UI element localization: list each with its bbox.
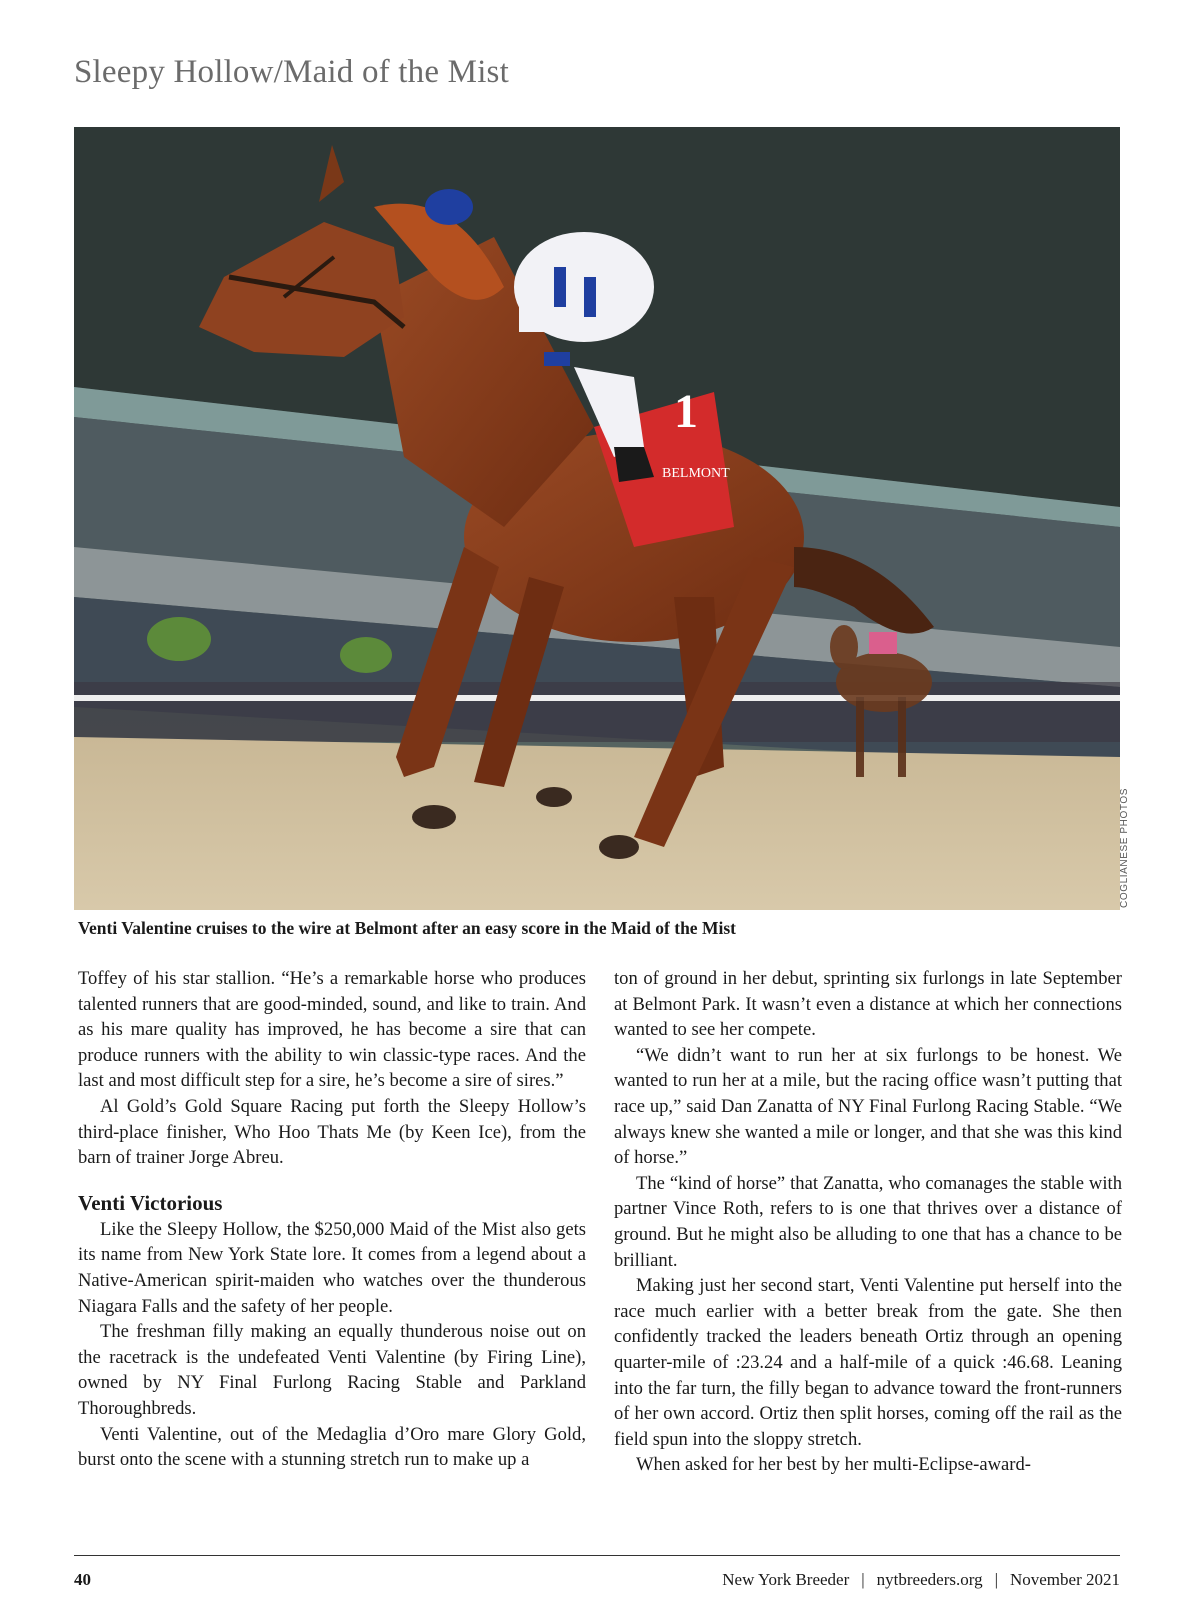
paragraph: ton of ground in her debut, sprinting six furlongs in late September at Belmont Park. It wasn’t even a distance at which her connections wanted to see her compete. xyxy=(614,968,1122,1041)
paragraph: “We didn’t want to run her at six furlongs to be honest. We wanted to run her at a mile, but the racing office wasn’t putting that race up,” said Dan Zanatta of NY Final Furlong Racing Stable. “We always knew she wanted a mile or longer, and that she was this kind of horse.” xyxy=(614,1044,1122,1169)
footer-rule xyxy=(74,1555,1120,1556)
subheading: Venti Victorious xyxy=(78,1190,223,1215)
paragraph: The freshman filly making an equally thunderous noise out on the racetrack is the undefeated Venti Valentine (by Firing Line), owned by NY Final Furlong Racing Stable and Parkland Thoroughbreds. xyxy=(78,1321,586,1419)
left-column xyxy=(78,966,586,1473)
paragraph: Toffey of his star stallion. “He’s a remarkable horse who produces talented runners that are good-minded, sound, and like to train. And as his mare quality has improved, he has become a sire that can produce runners with the ability to win classic-type races. And the last and most difficult step for a sire, he’s become a sire of sires.” xyxy=(78,968,586,1092)
paragraph: Like the Sleepy Hollow, the $250,000 Maid of the Mist also gets its name from New York State lore. It comes from a legend about a Native-American spirit-maiden who watches over the thunderous Niagara Falls and the safety of her people. xyxy=(78,1218,586,1317)
website-link[interactable]: nytbreeders.org xyxy=(876,1570,983,1589)
photo-credit: COGLIANESE PHOTOS xyxy=(1119,787,1130,908)
paragraph: Al Gold’s Gold Square Racing put forth the Sleepy Hollow’s third-place finisher, Who Hoo Thats Me (by Keen Ice), from the barn of trainer Jorge Abreu. xyxy=(78,1095,586,1169)
footer-separator: | xyxy=(861,1570,865,1589)
footer-info xyxy=(722,1570,1120,1590)
paragraph: When asked for her best by her multi-Eclipse-award- xyxy=(636,1454,1031,1476)
page-number: 40 xyxy=(74,1570,91,1589)
section-title: Sleepy Hollow/Maid of the Mist xyxy=(74,54,509,90)
footer-separator: | xyxy=(994,1570,998,1589)
saddle-cloth-text: BELMONT xyxy=(662,466,730,481)
race-photo xyxy=(74,127,1120,910)
paragraph: Venti Valentine, out of the Medaglia d’Oro mare Glory Gold, burst onto the scene with a stunning stretch run to make up a xyxy=(78,1423,586,1471)
paragraph: Making just her second start, Venti Valentine put herself into the race much earlier with a better break from the gate. She then confidently tracked the leaders beneath Ortiz through an opening quarter-mile of :23.24 and a half-mile of a quick :46.68. Leaning into the far turn, the filly began to advance toward the front-runners of her own accord. Ortiz then split horses, coming off the rail as the field spun into the sloppy stretch. xyxy=(614,1275,1122,1450)
paragraph: The “kind of horse” that Zanatta, who comanages the stable with partner Vince Roth, refers to is one that thrives over a distance of ground. But he might also be alluding to one that has a chance to be brilliant. xyxy=(614,1172,1122,1271)
issue-date: November 2021 xyxy=(1009,1570,1120,1589)
photo-caption: Venti Valentine cruises to the wire at Belmont after an easy score in the Maid of the Mist xyxy=(78,918,736,938)
right-column xyxy=(614,966,1122,1478)
publication-name: New York Breeder xyxy=(722,1570,850,1589)
saddle-cloth-number: 1 xyxy=(674,385,698,438)
